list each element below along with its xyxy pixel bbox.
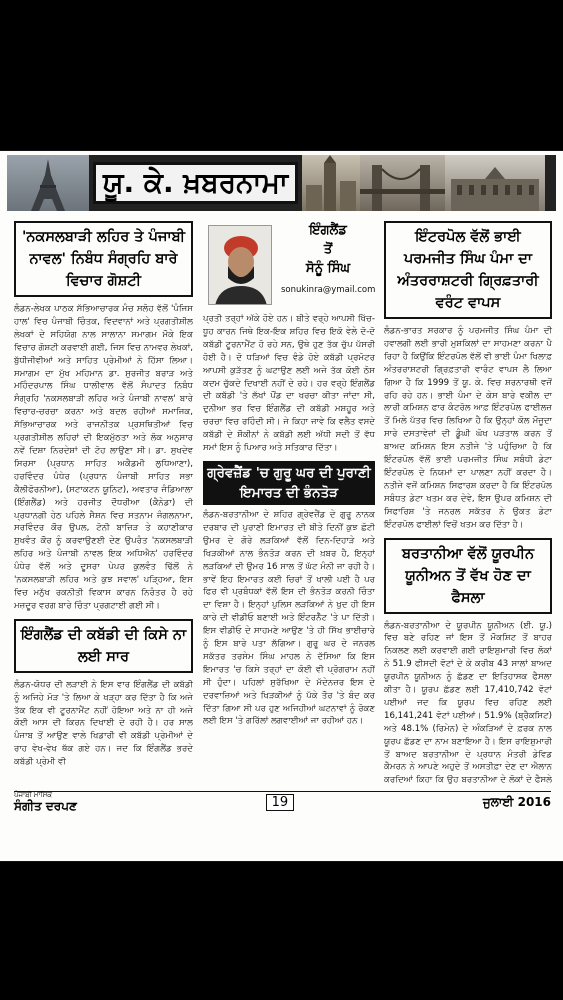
newspaper-page bbox=[0, 150, 563, 862]
headline-gravesend: ਗ੍ਰੇਵਜ਼ੈਂਡ 'ਚ ਗੁਰੂ ਘਰ ਦੀ ਪੁਰਾਣੀ ਇਮਾਰਤ ਦੀ ਭੰਨਤੋੜ bbox=[203, 461, 375, 505]
article-kabaddi-continued: ਪ੍ਰਤੀ ਤਰ੍ਹਾਂ ਅੱਕੇ ਹੋਏ ਹਨ। ਬੀਤੇ ਵਰ੍ਹੇ ਆਪਸੀ ਖਿੱਚ-ਧੂਹ ਕਾਰਨ ਜਿਥੇ ਇਕ-ਇਕ ਸ਼ਹਿਰ ਵਿਚ ਇਕੋ ਵੇਲੇ ਦੋ-ਦੋ ਕਬੱਡੀ ਟੂਰਨਾਮੈਂਟ ਹੋ ਰਹੇ ਸਨ, ਉਥੇ ਹੁਣ ਤੱਕ ਚੁੱਪ ਪੱਸਰੀ ਹੋਈ ਹੈ। ਦੋ ਧੜਿਆਂ ਵਿਚ ਵੰਡੇ ਹੋਏ ਕਬੱਡੀ ਪ੍ਰਮੋਟਰ ਆਪਸੀ ਕੁੜੱਤਣ ਨੂੰ ਘਟਾਉਣ ਲਈ ਅਜੇ ਤੱਕ ਕੋਈ ਠੋਸ ਕਦਮ ਚੁੱਕਦੇ ਦਿਖਾਈ ਨਹੀਂ ਦੇ ਰਹੇ। ਹਰ ਵਰ੍ਹੇ ਇੰਗਲੈਂਡ ਦੀ ਕਬੱਡੀ 'ਤੇ ਲੱਖਾਂ ਪੌਂਡ ਦਾ ਖਰਚਾ ਕੀਤਾ ਜਾਂਦਾ ਸੀ, ਦੁਨੀਆ ਭਰ ਵਿਚ ਇੰਗਲੈਂਡ ਦੀ ਕਬੱਡੀ ਮਸ਼ਹੂਰ ਅਤੇ ਚਰਚਾ ਵਿਚ ਰਹਿੰਦੀ ਸੀ। ਜੇ ਕਿਹਾ ਜਾਵੇ ਕਿ ਵਲੈਤ ਵਸਦੇ ਕਬੱਡੀ ਦੇ ਸ਼ੌਕੀਨਾਂ ਨੇ ਕਬੱਡੀ ਲਈ ਅੱਧੀ ਸਦੀ ਤੋਂ ਵੱਧ ਸਮਾਂ ਇਸ ਨੂੰ ਪਿਆਰ ਅਤੇ ਸਤਿਕਾਰ ਦਿੱਤਾ। bbox=[203, 314, 375, 454]
article-gravesend-body: ਲੰਡਨ-ਬਰਤਾਨੀਆ ਦੇ ਸ਼ਹਿਰ ਗ੍ਰੇਵਜ਼ੈਂਡ ਦੇ ਗੁਰੂ ਨਾਨਕ ਦਰਬਾਰ ਦੀ ਪੁਰਾਣੀ ਇਮਾਰਤ ਦੀ ਬੀਤੇ ਦਿਨੀਂ ਕੁਝ ਛੋਟੀ ਉਮਰ ਦੇ ਗੋਰੇ ਲੜਕਿਆਂ ਵੱਲੋਂ ਦਿਨ-ਦਿਹਾੜੇ ਅਤੇ ਖਿੜਕੀਆਂ ਨਾਲ ਭੰਨਤੋੜ ਕਰਨ ਦੀ ਖ਼ਬਰ ਹੈ, ਇਨ੍ਹਾਂ ਲੜਕਿਆਂ ਦੀ ਉਮਰ 16 ਸਾਲ ਤੋਂ ਘੱਟ ਮੰਨੀ ਜਾ ਰਹੀ ਹੈ। ਭਾਵੇਂ ਇਹ ਇਮਾਰਤ ਕਈ ਚਿਰਾਂ ਤੋਂ ਖਾਲੀ ਪਈ ਹੈ ਪਰ ਫਿਰ ਵੀ ਪ੍ਰਬੰਧਕਾਂ ਵੱਲੋਂ ਇਸ ਦੀ ਭੰਨਤੋੜ ਕਰਨੀ ਚਿੰਤਾ ਦਾ ਵਿਸ਼ਾ ਹੈ। ਇਨ੍ਹਾਂ ਪੁਲਿਸ ਲੜਕਿਆਂ ਨੇ ਖੁਦ ਹੀ ਇਸ ਕਾਰੇ ਦੀ ਵੀਡੀਓ ਬਣਾਈ ਅਤੇ ਇੰਟਰਨੈੱਟ 'ਤੇ ਪਾ ਦਿੱਤੀ। ਇਸ ਵੀਡੀਓ ਦੇ ਸਾਹਮਣੇ ਆਉਣ 'ਤੇ ਹੀ ਸਿੱਖ ਭਾਈਚਾਰੇ ਨੂੰ ਇਸ ਬਾਰੇ ਪਤਾ ਲੱਗਿਆ। ਗੁਰੂ ਘਰ ਦੇ ਜਨਰਲ ਸਕੱਤਰ ਤਰਸੇਮ ਸਿੰਘ ਮਾਹਲ ਨੇ ਦੱਸਿਆ ਕਿ ਇਸ ਇਮਾਰਤ 'ਚ ਕਿਸੇ ਤਰ੍ਹਾਂ ਦਾ ਕੋਈ ਵੀ ਪ੍ਰੋਗਰਾਮ ਨਹੀਂ ਸੀ ਹੁੰਦਾ। ਪਹਿਲਾਂ ਸੁਰੱਖਿਆ ਦੇ ਮੱਦੇਨਜ਼ਰ ਇਸ ਦੇ ਦਰਵਾਜ਼ਿਆਂ ਅਤੇ ਖਿੜਕੀਆਂ ਨੂੰ ਪੱਕੇ ਤੌਰ 'ਤੇ ਬੰਦ ਕਰ ਦਿੱਤਾ ਗਿਆ ਸੀ ਪਰ ਹੁਣ ਅਜਿਹੀਆਂ ਘਟਨਾਵਾਂ ਨੂੰ ਰੋਕਣ ਲਈ ਇਸ 'ਤੇ ਗਰਿੱਲਾਂ ਲਗਵਾਈਆਂ ਜਾ ਰਹੀਆਂ ਹਨ। bbox=[203, 509, 375, 727]
headline-naxalbari: 'ਨਕਸਲਬਾੜੀ ਲਹਿਰ ਤੇ ਪੰਜਾਬੀ ਨਾਵਲ' ਨਿਬੰਧ ਸੰਗ੍ਰਹਿ ਬਾਰੇ ਵਿਚਾਰ ਗੋਸ਼ਟੀ bbox=[14, 221, 193, 297]
author-email: sonukinra@ymail.com bbox=[281, 285, 376, 295]
page-number: 19 bbox=[266, 794, 295, 811]
right-column bbox=[384, 221, 552, 787]
issue-date: ਜੁਲਾਈ 2016 bbox=[482, 795, 551, 809]
article-interpol-body: ਲੰਡਨ-ਭਾਰਤ ਸਰਕਾਰ ਨੂੰ ਪਰਮਜੀਤ ਸਿੰਘ ਪੰਮਾ ਦੀ ਹਵਾਲਗੀ ਲਈ ਭਾਰੀ ਮੁਸ਼ਕਿਲਾਂ ਦਾ ਸਾਹਮਣਾ ਕਰਨਾ ਪੈ ਰਿਹਾ ਹੈ ਕਿਉਂਕਿ ਇੰਟਰਪੋਲ ਵੱਲੋਂ ਵੀ ਭਾਈ ਪੰਮਾ ਖਿਲਾਫ਼ ਅੰਤਰਰਾਸ਼ਟਰੀ ਗ੍ਰਿਫ਼ਤਾਰੀ ਵਾਰੰਟ ਵਾਪਸ ਲੈ ਲਿਆ ਗਿਆ ਹੈ ਕਿ 1999 ਤੋਂ ਯੂ. ਕੇ. ਵਿਚ ਸ਼ਰਨਾਰਥੀ ਵਜੋਂ ਰਹਿ ਰਹੇ ਹਨ। ਭਾਈ ਪੰਮਾ ਦੇ ਕੇਸ ਬਾਰੇ ਵਕੀਲ ਦਾ ਲਾਰੀ ਕਮਿਸ਼ਨ ਫਾਰ ਕੰਟਰੋਲ ਆਫ਼ ਇੰਟਰਪੋਲ ਫਾਈਲਜ਼ ਤੋਂ ਮਿਲੇ ਪੱਤਰ ਵਿਚ ਲਿਖਿਆ ਹੈ ਕਿ ਉਨ੍ਹਾਂ ਕੋਲ ਮੌਜੂਦਾ ਸਾਰੇ ਦਸਤਾਵੇਜ਼ਾਂ ਦੀ ਡੂੰਘੀ ਘੋਖ ਪੜਤਾਲ ਕਰਨ ਤੋਂ ਬਾਅਦ ਕਮਿਸ਼ਨ ਇਸ ਨਤੀਜੇ 'ਤੇ ਪਹੁੰਚਿਆ ਹੈ ਕਿ ਇੰਟਰਪੋਲ ਵੱਲੋਂ ਭਾਈ ਪਰਮਜੀਤ ਸਿੰਘ ਸਬੰਧੀ ਡੇਟਾ ਇੰਟਰਪੋਲ ਦੇ ਨਿਯਮਾਂ ਦਾ ਪਾਲਣਾ ਨਹੀਂ ਕਰਦਾ ਹੈ। ਨਤੀਜੇ ਵਜੋਂ ਕਮਿਸ਼ਨ ਸਿਫਾਰਸ਼ ਕਰਦਾ ਹੈ ਕਿ ਇੰਟਰਪੋਲ ਸਬੰਧਤ ਡੇਟਾ ਖਤਮ ਕਰ ਦੇਵੇ, ਇਸ ਉਪਰ ਕਮਿਸ਼ਨ ਦੀ ਸਿਫਾਰਿਸ਼ 'ਤੇ ਜਨਰਲ ਸਕੱਤਰ ਨੇ ਉਕਤ ਡੇਟਾ ਇੰਟਰਪੋਲ ਫਾਈਲਾਂ ਵਿਚੋਂ ਖਤਮ ਕਰ ਦਿੱਤਾ ਹੈ। bbox=[384, 326, 552, 530]
reporter-photo bbox=[208, 225, 272, 305]
headline-interpol: ਇੰਟਰਪੋਲ ਵੱਲੋਂ ਭਾਈ ਪਰਮਜੀਤ ਸਿੰਘ ਪੰਮਾ ਦਾ ਅੰਤਰਰਾਸ਼ਟਰੀ ਗ੍ਰਿਫ਼ਤਾਰੀ ਵਰੰਟ ਵਾਪਸ bbox=[384, 221, 552, 319]
byline-block bbox=[203, 221, 375, 313]
headline-brexit: ਬਰਤਾਨੀਆ ਵੱਲੋਂ ਯੂਰਪੀਨ ਯੂਨੀਅਨ ਤੋਂ ਵੱਖ ਹੋਣ ਦਾ ਫੈਸਲਾ bbox=[384, 538, 552, 614]
article-kabaddi-body: ਲੰਡਨ-ਯੋਧਰ ਦੀ ਲੜਾਈ ਨੇ ਇਸ ਵਾਰ ਇੰਗਲੈਂਡ ਦੀ ਕਬੱਡੀ ਨੂੰ ਅਜਿਹੇ ਮੋੜ 'ਤੇ ਲਿਆ ਕੇ ਖੜ੍ਹਾ ਕਰ ਦਿੱਤਾ ਹੈ ਕਿ ਅਜੇ ਤੱਕ ਇਕ ਵੀ ਟੂਰਨਾਮੈਂਟ ਨਹੀਂ ਹੋਇਆ ਅਤੇ ਨਾ ਹੀ ਅਜੇ ਕੋਈ ਆਸ ਦੀ ਕਿਰਨ ਦਿਖਾਈ ਦੇ ਰਹੀ ਹੈ। ਹਰ ਸਾਲ ਪੰਜਾਬ ਤੋਂ ਆਉਣ ਵਾਲੇ ਖਿਡਾਰੀ ਵੀ ਕਬੱਡੀ ਪ੍ਰੇਮੀਆਂ ਦੇ ਰਾਹ ਵੇਖ-ਵੇਖ ਥੱਕ ਗਏ ਹਨ। ਜਦ ਕਿ ਇੰਗਲੈਂਡ ਭਰਦੇ ਕਬੱਡੀ ਪ੍ਰੇਮੀ ਵੀ bbox=[14, 679, 193, 768]
page-footer bbox=[14, 791, 551, 813]
header-banner bbox=[7, 155, 556, 211]
article-naxalbari-body: ਲੰਡਨ-ਲੇਖਕ ਪਾਠਕ ਸੱਭਿਆਚਾਰਕ ਮੰਚ ਸਲੋਹ ਵੱਲੋਂ 'ਪੰਜਿਸ ਹਾਲ' ਵਿਚ ਪੰਜਾਬੀ ਚਿੰਤਕ, ਵਿਦਵਾਨਾਂ ਅਤੇ ਪ੍ਰਗਤੀਸ਼ੀਲ ਲੇਖਕਾਂ ਦੇ ਸਹਿਯੋਗ ਨਾਲ ਸਾਲਾਨਾ ਸਮਾਗਮ ਮੌਕੇ ਇਕ ਵਿਚਾਰ ਗੋਸ਼ਟੀ ਕਰਵਾਈ ਗਈ, ਜਿਸ ਵਿਚ ਨਾਮਵਰ ਲੇਖਕਾਂ, ਬੁੱਧੀਜੀਵੀਆਂ ਅਤੇ ਸਾਹਿਤ ਪ੍ਰੇਮੀਆਂ ਨੇ ਹਿੱਸਾ ਲਿਆ। ਸਮਾਗਮ ਦਾ ਮੁੱਖ ਮਹਿਮਾਨ ਡਾ. ਸੁਰਜੀਤ ਬਰਾੜ ਅਤੇ ਮਹਿੰਦਰਪਾਲ ਸਿੰਘ ਧਾਲੀਵਾਲ ਵੱਲੋਂ ਸੰਪਾਦਤ ਨਿਬੰਧ ਸੰਗ੍ਰਹਿ 'ਨਕਸਲਬਾੜੀ ਲਹਿਰ ਅਤੇ ਪੰਜਾਬੀ ਨਾਵਲ' ਬਾਰੇ ਵਿਚਾਰ-ਚਰਚਾ ਕਰਨਾ ਅਤੇ ਬਦਲ ਰਹੀਆਂ ਸਮਾਜਿਕ, ਸੱਭਿਆਚਾਰਕ ਅਤੇ ਰਾਜਨੀਤਕ ਪ੍ਰਸਥਿਤੀਆਂ ਵਿਚ ਪ੍ਰਗਤੀਸ਼ੀਲ ਲਹਿਰਾਂ ਦੀ ਇਕਮੁੱਠਤਾ ਅਤੇ ਲੋਕ ਅਨੁਸਾਰ ਨਵੇਂ ਦਿਸ਼ਾ ਨਿਰਦੇਸ਼ਾਂ ਦੀ ਟੋਹ ਲਾਉਣਾ ਸੀ। ਡਾ. ਸੁਖਦੇਵ ਸਿਰਸਾ (ਪ੍ਰਧਾਨ ਸਾਹਿਤ ਅਕੈਡਮੀ ਲੁਧਿਆਣਾ), ਹਰਵਿੰਦਰ ਪੰਧੇਰ (ਪ੍ਰਧਾਨ ਪੰਜਾਬੀ ਸਾਹਿਤ ਸਭਾ ਕੈਲੀਫੋਰਨੀਆ), (ਸਟਾਕਟਨ ਯੂਨਿਟ), ਅਵਤਾਰ ਜੰਡਿਆਲਾ (ਇੰਗਲੈਂਡ) ਅਤੇ ਹਰਜੀਤ ਦੌਧਰੀਆ (ਕੈਨੇਡਾ) ਦੀ ਪ੍ਰਧਾਨਗੀ ਹੇਠ ਪਹਿਲੇ ਸੈਸ਼ਨ ਵਿਚ ਸਤਨਾਮ ਜੰਗਲਨਾਮਾ, ਸਰਵਿੰਦਰ ਕੌਰ ਉਪਲ, ਟੋਨੀ ਬਾਜ਼ਿੜ ਤੇ ਕਹਾਣੀਕਾਰ ਸੁਖਵੰਤ ਕੌਰ ਨੂੰ ਕਰਵਾਉਣਈ ਦੇਣ ਉਪਰੰਤ 'ਨਕਸਲਬਾੜੀ ਲਹਿਰ ਅਤੇ ਪੰਜਾਬੀ ਨਾਵਲ ਇਕ ਅਧਿਐਨ' ਹਰਵਿੰਦਰ ਪੰਧੇਰ ਵੱਲੋਂ ਅਤੇ ਦੂਸਰਾ ਪੇਪਰ ਕੁਲਵੰਤ ਢਿੱਲੋਂ ਨੇ 'ਨਕਸਲਬਾੜੀ ਲਹਿਰ ਅਤੇ ਕੁਝ ਸਵਾਲ' ਪੜ੍ਹਿਆ, ਇਸ ਵਿਚ ਮਨੁੱਖ ਰਕਨੀਤੀ ਵਿਕਾਸ ਕਾਰਨ ਨਿਰੰਤਰ ਹੈ ਰਹੇ ਮਜ਼ਦੂਰ ਵਰਗ ਬਾਰੇ ਚਿੰਤਾ ਪ੍ਰਗਟਾਈ ਗਈ ਸੀ। bbox=[14, 304, 193, 611]
eiffel-tower-photo bbox=[7, 155, 89, 211]
headline-kabaddi: ਇੰਗਲੈਂਡ ਦੀ ਕਬੱਡੀ ਦੀ ਕਿਸੇ ਨਾ ਲਈ ਸਾਰ bbox=[14, 619, 193, 673]
byline bbox=[281, 221, 375, 278]
magazine-tagline: ਪੰਜਾਬੀ ਮਾਸਿਕ bbox=[14, 791, 53, 799]
city-photo-tower bbox=[302, 155, 360, 211]
left-column bbox=[14, 221, 193, 769]
section-title: ਯੂ. ਕੇ. ਖ਼ਬਰਨਾਮਾ bbox=[93, 162, 298, 204]
city-photo-bridge bbox=[360, 155, 445, 211]
byline-from: ਤੋਂ bbox=[323, 242, 333, 257]
article-brexit-body: ਲੰਡਨ-ਬਰਤਾਨੀਆ ਦੇ ਯੂਰਪੀਨ ਯੂਨੀਅਨ (ਈ. ਯੂ.) ਵਿਚ ਬਣੇ ਰਹਿਣ ਜਾਂ ਇਸ ਤੋਂ ਮੌਕਸ਼ਿਟ ਤੋਂ ਬਾਹਰ ਨਿਕਲਣ ਲਈ ਕਰਵਾਈ ਗਈ ਰਾਇਸ਼ੁਮਾਰੀ ਵਿਚ ਲੋਕਾਂ ਨੇ 51.9 ਫੀਸਦੀ ਵੋਟਾਂ ਦੇ ਕੇ ਕਰੀਬ 43 ਸਾਲਾਂ ਬਾਅਦ ਯੂਰਪੀਨ ਯੂਨੀਅਨ ਨੂੰ ਛੱਡਣ ਦਾ ਇਤਿਹਾਸਕ ਫੈਸਲਾ ਕੀਤਾ ਹੈ। ਯੂਰਪ ਛੱਡਣ ਲਈ 17,410,742 ਵੋਟਾਂ ਪਈਆਂ ਜਦ ਕਿ ਯੂਰਪ ਵਿਚ ਰਹਿਣ ਲਈ 16,141,241 ਵੋਟਾਂ ਪਈਆਂ। 51.9% (ਬ੍ਰੈਕਸਿਟ) ਅਤੇ 48.1% (ਰਿਮੇਨ) ਦੇ ਅੰਕੜਿਆਂ ਦੇ ਫ਼ਰਕ ਨਾਲ ਯੂਰਪ ਛੱਡਣ ਦਾ ਨਾਮ ਬਣਾਇਆ ਹੈ। ਇਸ ਰਾਇਸ਼ੁਮਾਰੀ ਤੋਂ ਬਾਅਦ ਬਰਤਾਨੀਆ ਦੇ ਪ੍ਰਧਾਨ ਮੰਤਰੀ ਡੇਵਿਡ ਕੈਮਰਨ ਨੇ ਆਪਣੇ ਅਹੁਦੇ ਤੋਂ ਅਸਤੀਫ਼ਾ ਦੇਣ ਦਾ ਐਲਾਨ ਕਰਦਿਆਂ ਕਿਹਾ ਕਿ ਉਹ ਬਰਤਾਨੀਆ ਦੇ ਲੋਕਾਂ ਦੇ ਫੈਸਲੇ bbox=[384, 620, 552, 786]
magazine-name bbox=[14, 791, 77, 814]
city-photo-palace bbox=[445, 155, 545, 211]
byline-author: ਸੋਨੂੰ ਸਿੰਘ bbox=[305, 261, 351, 276]
magazine-title: ਸੰਗੀਤ ਦਰਪਣ bbox=[14, 799, 77, 813]
byline-place: ਇੰਗਲੈਂਡ bbox=[309, 223, 347, 238]
center-column bbox=[203, 221, 375, 728]
